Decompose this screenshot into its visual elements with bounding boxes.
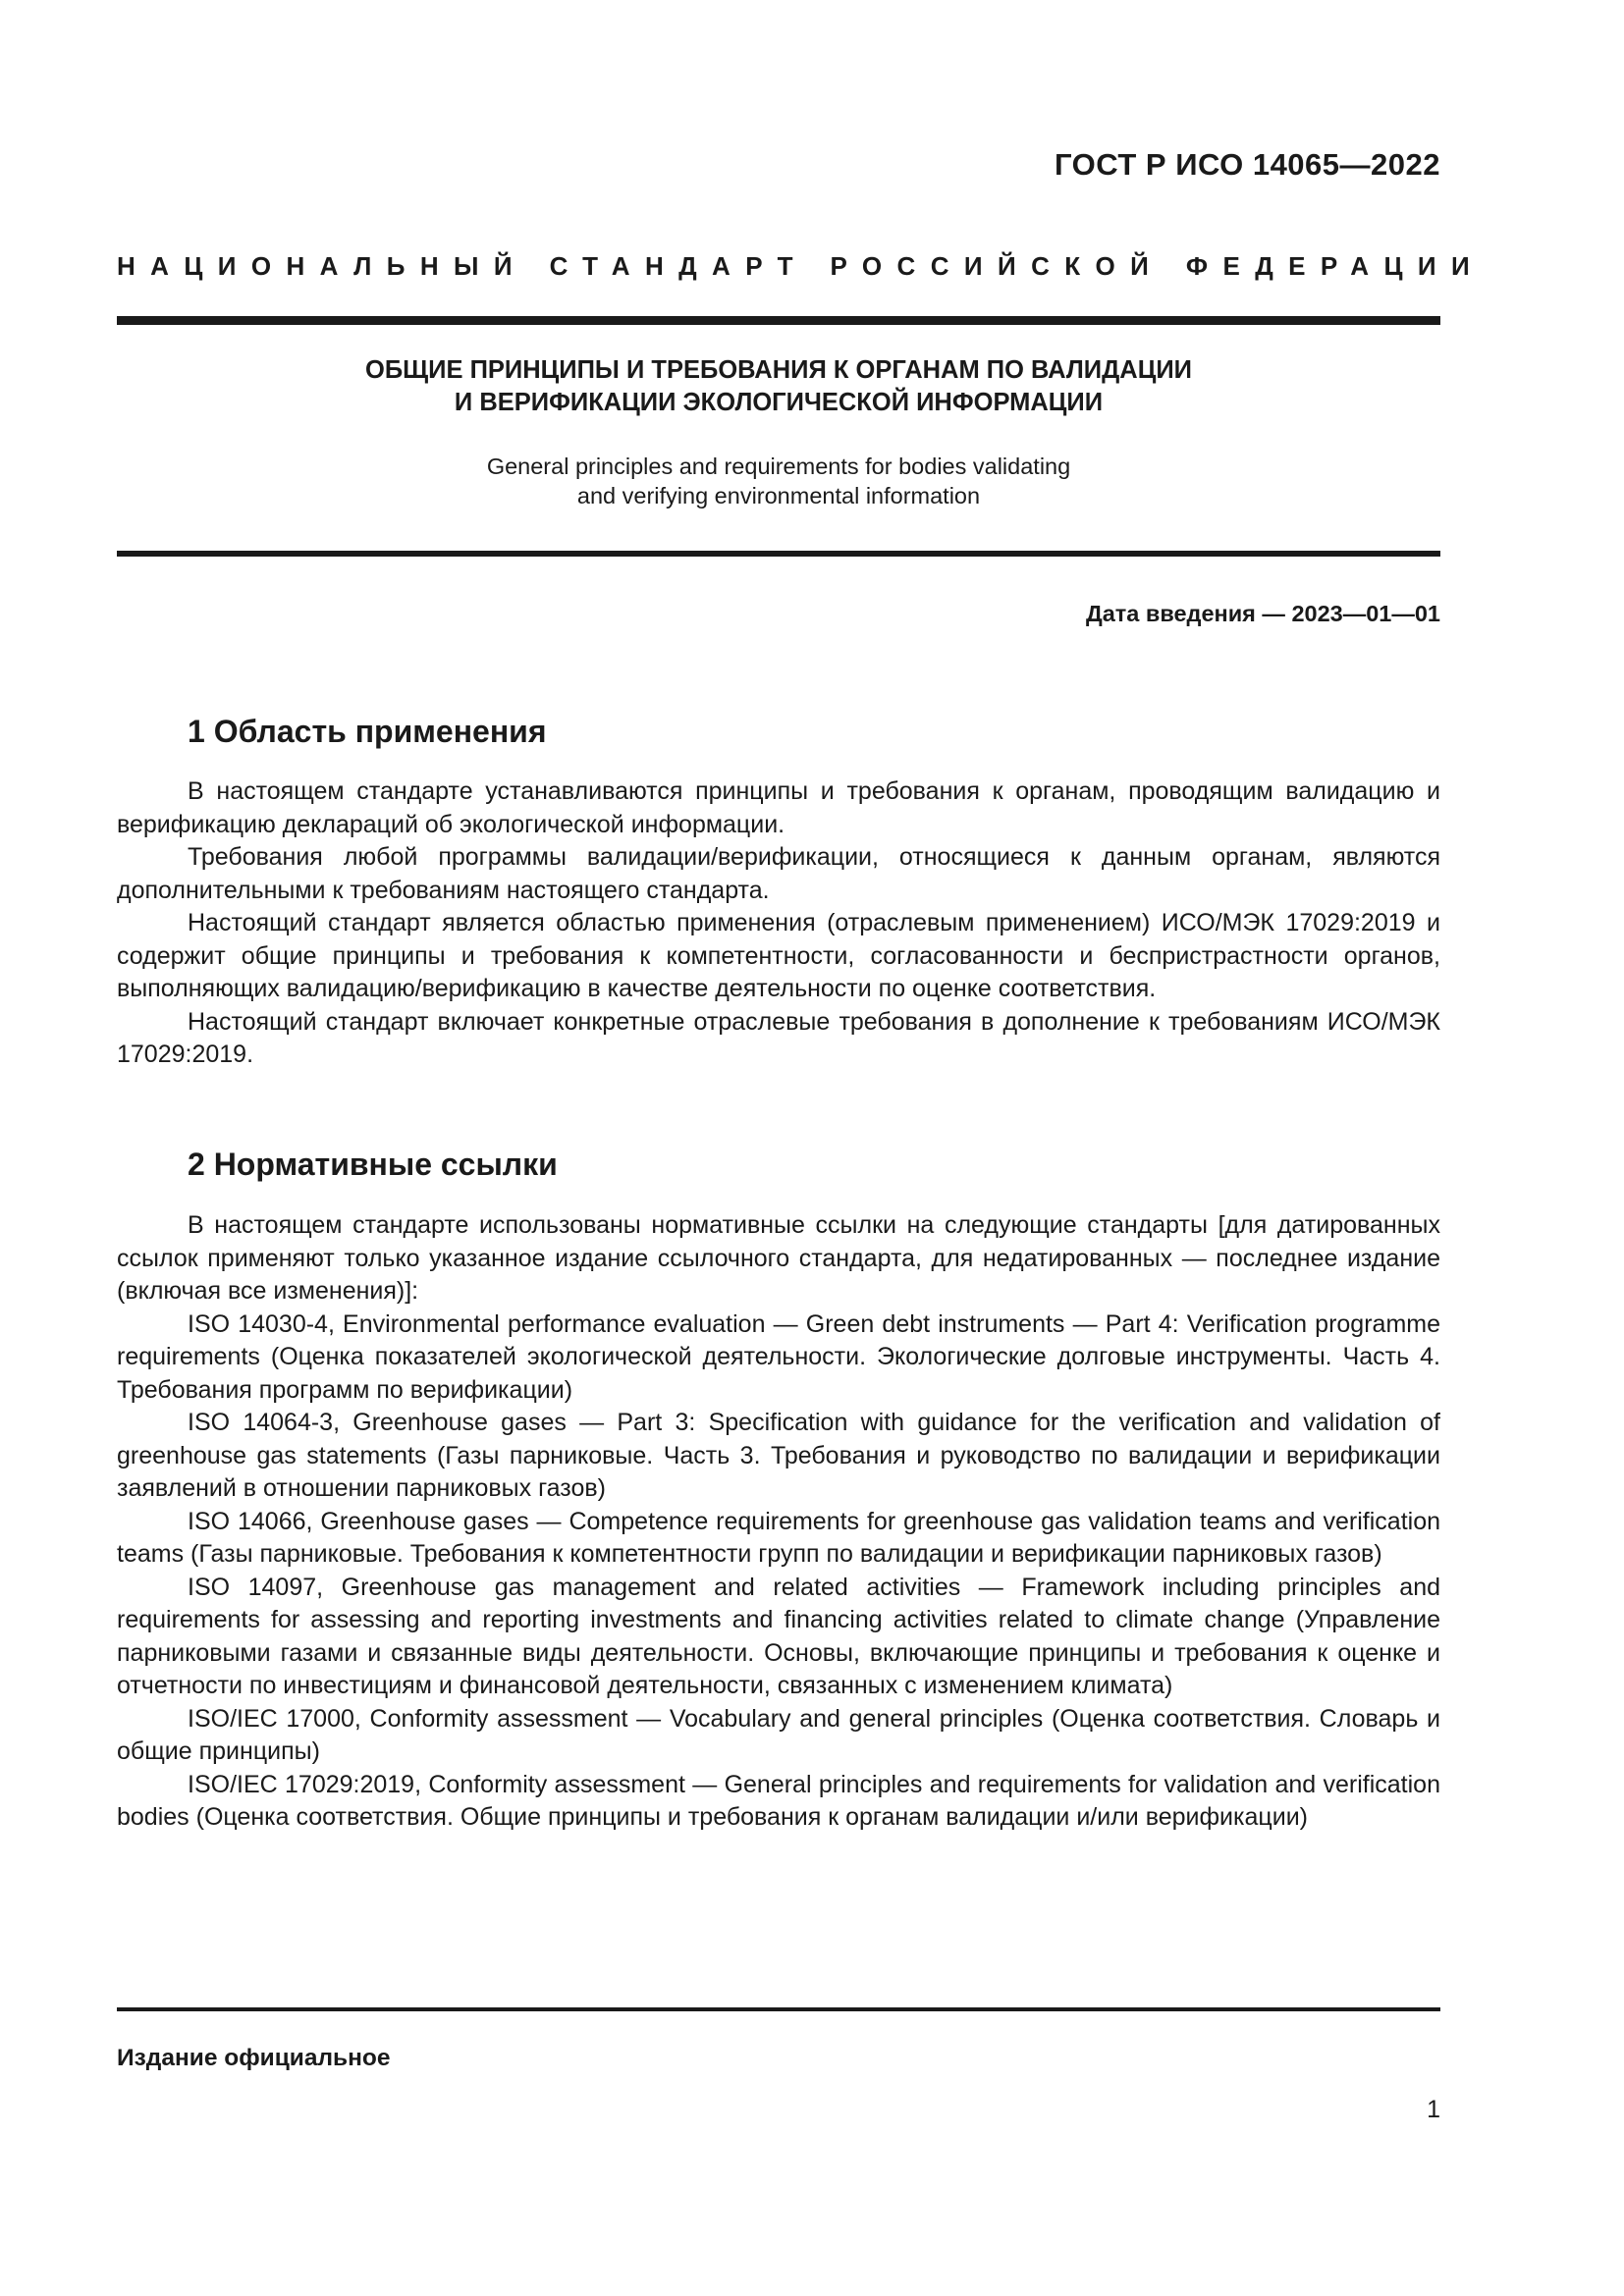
title-russian: [117, 354, 1440, 419]
section-2-body: [117, 1209, 1440, 1835]
title-english-line-1: General principles and requirements for bodies validating: [486, 454, 1071, 479]
section-2-heading: 2 Нормативные ссылки: [188, 1147, 558, 1182]
title-russian-line-1: ОБЩИЕ ПРИНЦИПЫ И ТРЕБОВАНИЯ К ОРГАНАМ ПО ВАЛИДАЦИИ: [365, 356, 1192, 384]
reference-entry: ISO 14064-3, Greenhouse gases — Part 3: Specification with guidance for the verification and validation of greenhouse gas statements (Газы парниковые. Часть 3. Требования и руководство по валидации и верификации заявлений в отношении парниковых газов): [117, 1409, 1440, 1502]
section-1-paragraph: Требования любой программы валидации/верификации, относящиеся к данным органам, являются дополнительными к требованиям настоящего стандарта.: [117, 843, 1440, 904]
introduction-date: Дата введения — 2023—01—01: [1085, 601, 1440, 626]
footer-divider: [117, 2007, 1440, 2011]
title-russian-line-2: И ВЕРИФИКАЦИИ ЭКОЛОГИЧЕСКОЙ ИНФОРМАЦИИ: [454, 389, 1104, 416]
section-1-paragraph: Настоящий стандарт включает конкретные отраслевые требования в дополнение к требованиям ИСО/МЭК 17029:2019.: [117, 1007, 1440, 1068]
section-1-paragraph: В настоящем стандарте устанавливаются принципы и требования к органам, проводящим валидацию и верификацию деклараций об экологической информации.: [117, 777, 1440, 838]
reference-entry: ISO 14030-4, Environmental performance evaluation — Green debt instruments — Part 4: Verification programme requirements (Оценка показателей экологической деятельности. Экологические долговые инструменты. Часть 4. Требования программ по верификации): [117, 1309, 1440, 1404]
title-english: [117, 452, 1440, 510]
title-divider: [117, 551, 1440, 557]
reference-entry: ISO 14097, Greenhouse gas management and related activities — Framework including principles and requirements for assessing and reporting investments and financing activities related to climate change (Управление парниковыми газами и связанные виды деятельности. Основы, включающие принципы и требования к оценке и отчетности по инвестициям и финансовой деятельности, связанных с изменением климата): [117, 1573, 1440, 1699]
reference-entry: ISO/IEC 17000, Conformity assessment — Vocabulary and general principles (Оценка соответствия. Словарь и общие принципы): [117, 1704, 1440, 1765]
document-code: ГОСТ Р ИСО 14065—2022: [1054, 147, 1440, 182]
top-divider: [117, 316, 1440, 325]
document-page: [117, 0, 1486, 2296]
section-1-body: [117, 775, 1440, 1072]
reference-entry: ISO/IEC 17029:2019, Conformity assessment — General principles and requirements for validation and verification bodies (Оценка соответствия. Общие принципы и требования к органам валидации и/или верификации): [117, 1770, 1440, 1831]
standard-kind-banner: НАЦИОНАЛЬНЫЙ СТАНДАРТ РОССИЙСКОЙ ФЕДЕРАЦИИ: [117, 251, 1486, 281]
edition-label: Издание официальное: [117, 2045, 391, 2071]
section-1-paragraph: Настоящий стандарт является областью применения (отраслевым применением) ИСО/МЭК 17029:2019 и содержит общие принципы и требования к компетентности, согласованности и беспристрастности органов, выполняющих валидацию/верификацию в качестве деятельности по оценке соответствия.: [117, 909, 1440, 1002]
section-1-heading: 1 Область применения: [188, 714, 547, 749]
title-english-line-2: and verifying environmental information: [576, 483, 981, 508]
page-number: 1: [1427, 2096, 1440, 2123]
section-2-paragraph: В настоящем стандарте использованы нормативные ссылки на следующие стандарты [для датированных ссылок применяют только указанное издание ссылочного стандарта, для недатированных — последнее издание (включая все изменения)]:: [117, 1211, 1440, 1305]
reference-entry: ISO 14066, Greenhouse gases — Competence requirements for greenhouse gas validation teams and verification teams (Газы парниковые. Требования к компетентности групп по валидации и верификации парниковых газов): [117, 1507, 1440, 1568]
